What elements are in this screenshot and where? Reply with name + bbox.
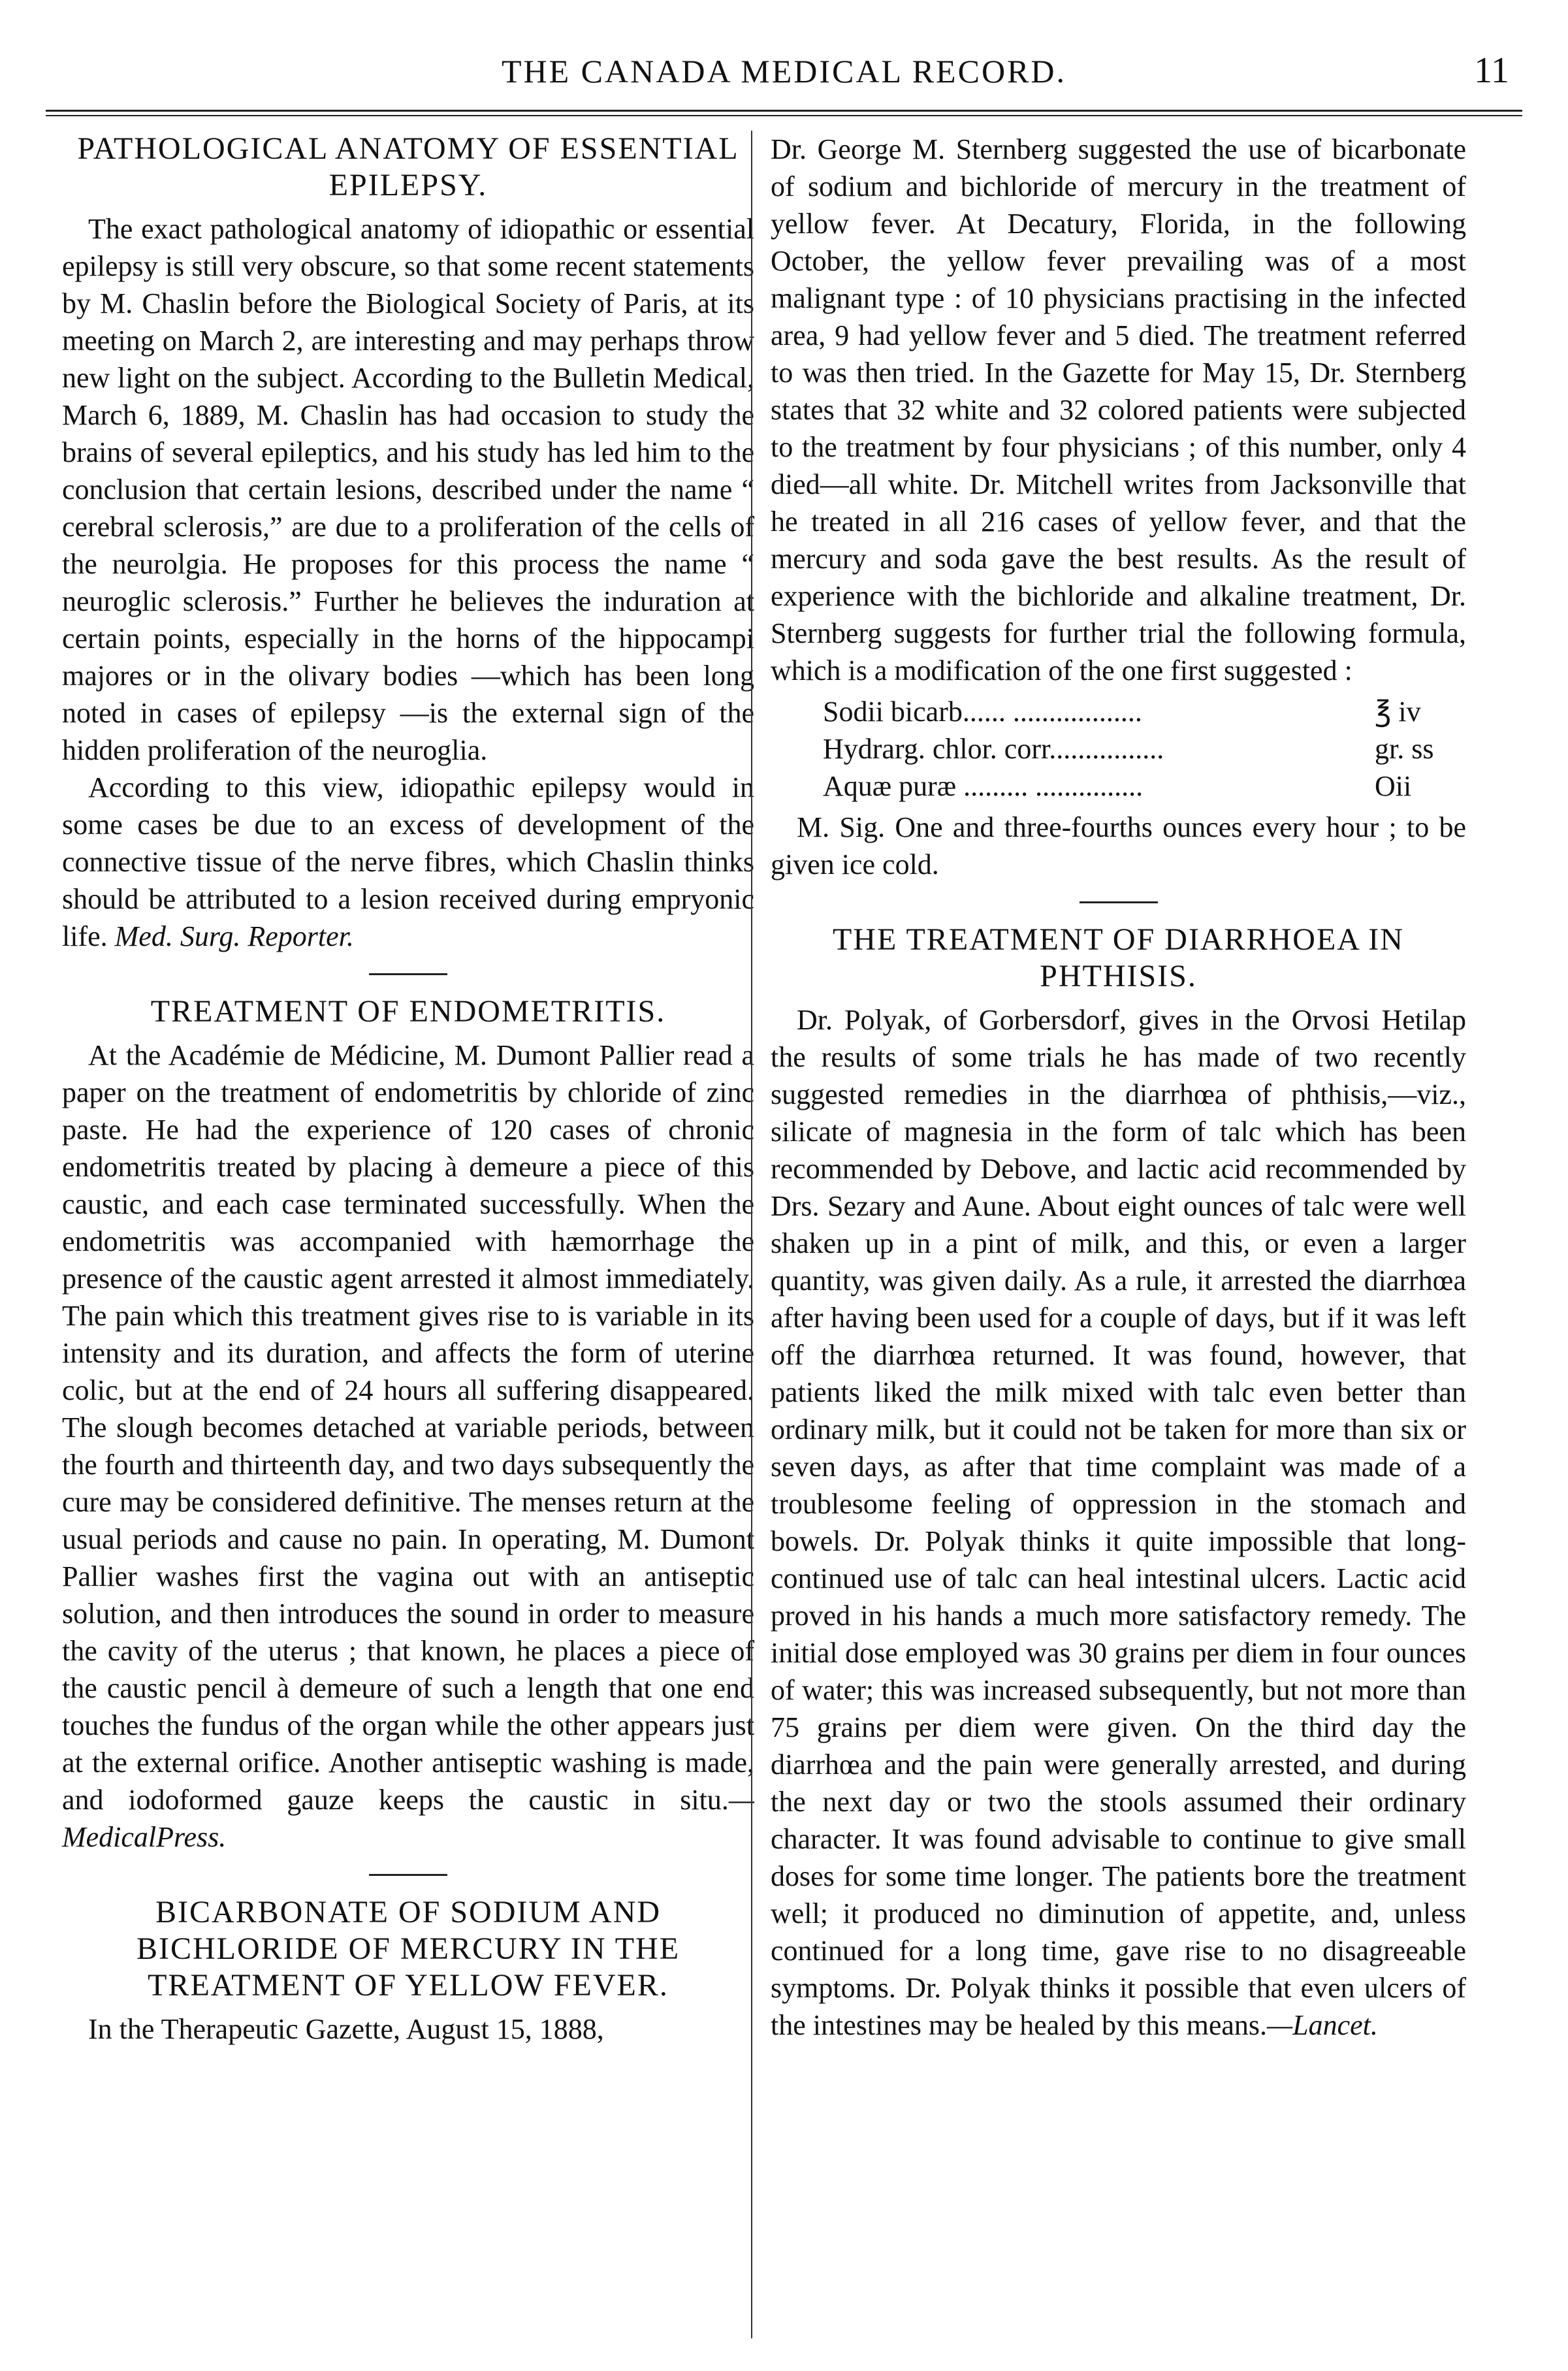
formula-ingredient: Hydrarg. chlor. corr................ <box>823 733 1164 765</box>
section-separator <box>369 1874 447 1876</box>
paragraph-text: At the Académie de Médicine, M. Dumont Pallier read a paper on the treatment of endometritis by chloride of zinc paste. He had the experience of 120 cases of chronic endometritis treated by placing à demeure a piece of this caustic, and each case terminated successfully. When the endometritis was accompanied with hæmorrhage the presence of the caustic agent arrested it almost immediately. The pain which this treatment gives rise to is variable in its intensity and its duration, and affects the form of uterine colic, but at the end of 24 hours all suffering disappeared. The slough becomes detached at variable periods, between the fourth and thirteenth day, and two days subsequently the cure may be considered definitive. The menses return at the usual periods and cause no pain. In operating, M. Dumont Pallier washes first the vagina out with an antiseptic solution, and then introduces the sound in order to measure the cavity of the uterus ; that known, he places a piece of the caustic pencil à demeure of such a length that one end touches the fundus of the organ while the other appears just at the external orifice. Another antiseptic washing is made, and iodoformed gauze keeps the caustic in situ. <box>62 1039 754 1816</box>
section-separator <box>369 973 447 975</box>
page-number: 11 <box>1474 50 1509 91</box>
article-source: —MedicalPress. <box>62 1784 754 1853</box>
formula-ingredient: Sodii bicarb...... .................. <box>823 696 1142 728</box>
article-paragraph <box>771 1001 1466 2044</box>
page-header <box>46 52 1522 105</box>
journal-title: THE CANADA MEDICAL RECORD. <box>501 53 1067 89</box>
article-source: —Lancet. <box>1267 2009 1378 2041</box>
formula-directions: M. Sig. One and three-fourths ounces every hour ; to be given ice cold. <box>771 811 1466 880</box>
column-divider <box>751 131 752 2338</box>
formula <box>823 693 1466 805</box>
article-paragraph: The exact pathological anatomy of idiopathic or essential epilepsy is still very obscure, so that some recent statements by M. Chaslin before the Biological Society of Paris, at its meeting on March 2, are interesting and may perhaps throw new light on the subject. According to the Bulletin Medical, March 6, 1889, M. Chaslin has had occasion to study the brains of several epileptics, and his study has led him to the conclusion that certain lesions, described under the name “ cerebral sclerosis,” are due to a proliferation of the cells of the neurolgia. He proposes for this process the name “ neuroglic sclerosis.” Further he believes the induration at certain points, especially in the horns of the hippocampi majores or in the olivary bodies —which has been long noted in cases of epilepsy —is the external sign of the hidden proliferation of the neuroglia. <box>62 213 754 766</box>
paragraph-text: Dr. Polyak, of Gorbersdorf, gives in the Orvosi Hetilap the results of some trials he has made of two recently suggested remedies in the diarrhœa of phthisis,—viz., silicate of magnesia in the form of talc which has been recommended by Debove, and lactic acid recommended by Drs. Sezary and Aune. About eight ounces of talc were well shaken up in a pint of milk, and this, or even a larger quantity, was given daily. As a rule, it arrested the diarrhœa after having been used for a couple of days, but if it was left off the diarrhœa returned. It was found, however, that patients liked the milk mixed with talc even better than ordinary milk, but it could not be taken for more than six or seven days, as after that time complaint was made of a troublesome feeling of oppression in the stomach and bowels. Dr. Polyak thinks it quite impossible that long-continued use of talc can heal intestinal ulcers. Lactic acid proved in his hands a much more satisfactory remedy. The initial dose employed was 30 grains per diem in four ounces of water; this was increased subsequently, but not more than 75 grains per diem were given. On the third day the diarrhœa and the pain were generally arrested, and during the next day or two the stools assumed their ordinary character. It was found advisable to continue to give small doses for some time longer. The patients bore the treatment well; it produced no diminution of appetite, and, unless continued for a long time, gave rise to no disagreeable symptoms. Dr. Polyak thinks it possible that even ulcers of the intestines may be healed by this means. <box>771 1004 1466 2041</box>
article-title-diarrhoea: THE TREATMENT OF DIARRHOEA IN PHTHISIS. <box>833 922 1404 993</box>
section-separator <box>1080 901 1158 903</box>
article-title-endometritis: TREATMENT OF ENDOMETRITIS. <box>150 994 666 1029</box>
formula-ingredient: Aquæ puræ ......... ............... <box>823 770 1144 802</box>
article-paragraph: In the Therapeutic Gazette, August 15, 1888, <box>88 2013 604 2045</box>
formula-amount: gr. ss <box>1375 733 1434 765</box>
article-title-epilepsy: PATHOLOGICAL ANATOMY OF ESSENTIAL EPILEPSY. <box>77 131 739 202</box>
article-paragraph <box>62 769 754 955</box>
article-title-yellow-fever: BICARBONATE OF SODIUM AND BICHLORIDE OF MERCURY IN THE TREATMENT OF YELLOW FEVER. <box>136 1895 680 2003</box>
paragraph-text: According to this view, idiopathic epilepsy would in some cases be due to an excess of development of the connective tissue of the nerve fibres, which Chaslin thinks should be attributed to a lesion received during empryonic life. <box>62 771 754 952</box>
formula-row <box>823 730 1466 767</box>
formula-row <box>823 767 1466 805</box>
formula-amount: Oii <box>1375 770 1412 802</box>
article-source: Med. Surg. Reporter. <box>114 920 354 952</box>
article-paragraph <box>62 1037 754 1856</box>
header-rule <box>46 110 1522 112</box>
article-paragraph: Dr. George M. Sternberg suggested the use of bicarbonate of sodium and bichloride of mercury in the treatment of yellow fever. At Decatury, Florida, in the following October, the yellow fever prevailing was of a most malignant type : of 10 physicians practising in the infected area, 9 had yellow fever and 5 died. The treatment referred to was then tried. In the Gazette for May 15, Dr. Sternberg states that 32 white and 32 colored patients were subjected to the treatment by four physicians ; of this number, only 4 died—all white. Dr. Mitchell writes from Jacksonville that he treated in all 216 cases of yellow fever, and that the mercury and soda gave the best results. As the result of experience with the bichloride and alkaline treatment, Dr. Sternberg suggests for further trial the following formula, which is a modification of the one first suggested : <box>771 133 1466 686</box>
formula-amount: ℥ iv <box>1375 696 1421 728</box>
left-column <box>62 131 754 2048</box>
right-column <box>771 131 1466 2044</box>
formula-row <box>823 693 1466 730</box>
header-rule-secondary <box>46 115 1522 116</box>
